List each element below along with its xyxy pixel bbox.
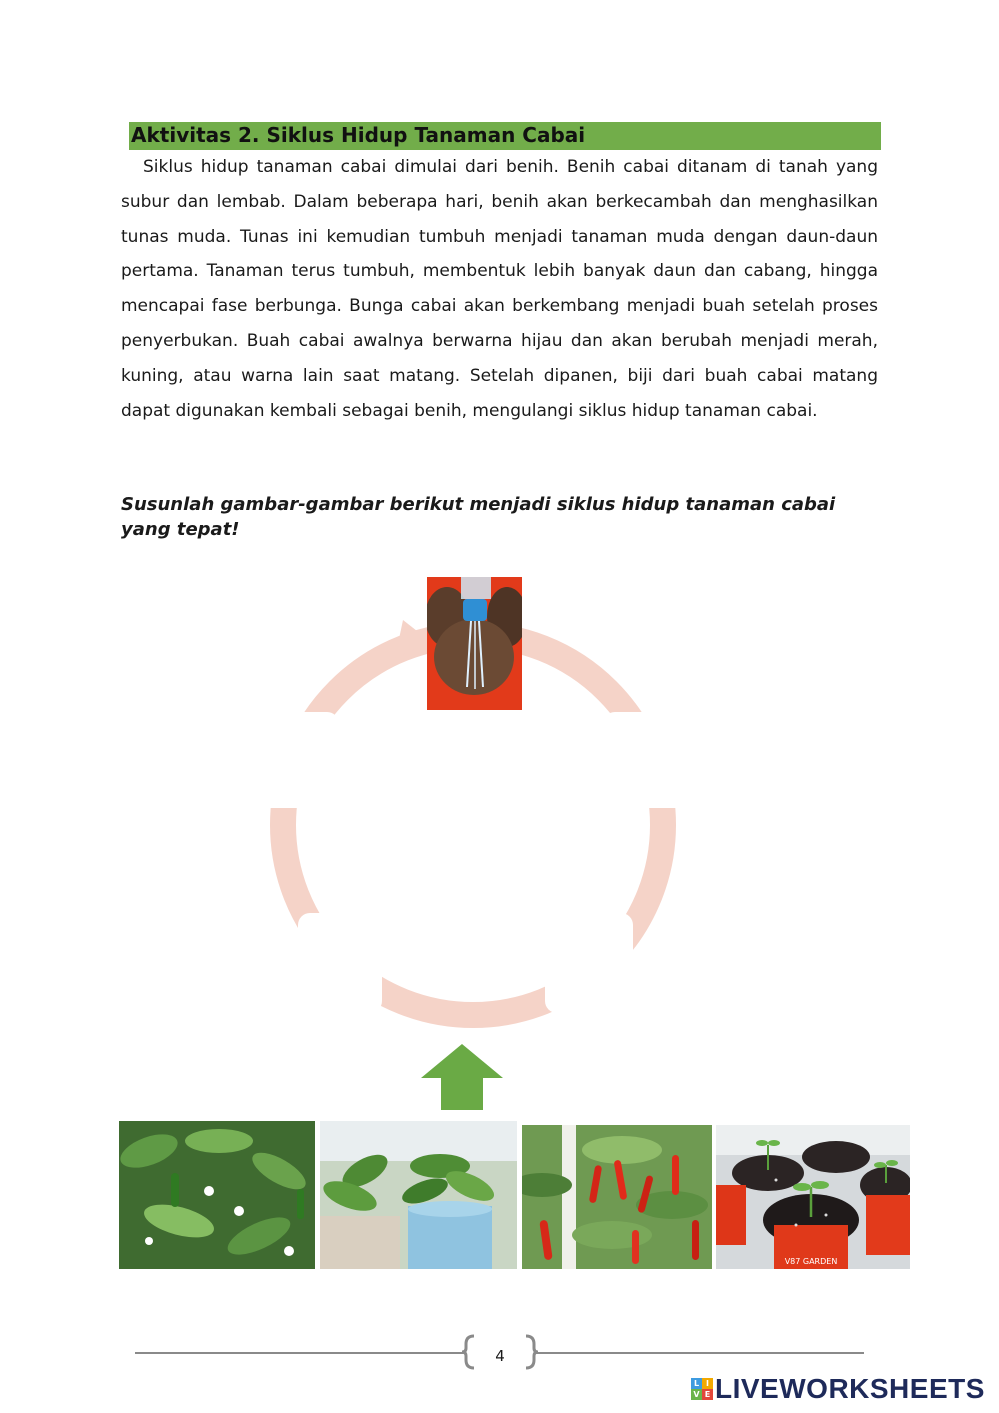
- drop-slot-left[interactable]: [255, 712, 339, 808]
- ripe-red-chili-photo[interactable]: [522, 1125, 712, 1269]
- drop-slot-bottom-right[interactable]: [545, 913, 633, 1013]
- left-bracket-icon: [458, 1334, 480, 1370]
- instruction-text: Susunlah gambar-gambar berikut menjadi siklus hidup tanaman cabai yang tepat!: [121, 494, 836, 540]
- up-arrow-icon: [421, 1044, 503, 1110]
- seedlings-pots-photo[interactable]: [716, 1125, 910, 1269]
- brand-name: LIVEWORKSHEETS: [715, 1373, 985, 1404]
- drop-slot-right[interactable]: [603, 712, 687, 808]
- seedlings-watermark: V87 GARDEN: [784, 1257, 838, 1266]
- liveworksheets-logo[interactable]: [691, 1373, 985, 1405]
- footer-line-right: [534, 1352, 864, 1354]
- liveworksheets-logo-icon: L I V E: [691, 1378, 713, 1400]
- page-number: 4: [495, 1347, 505, 1365]
- intro-paragraph: Siklus hidup tanaman cabai dimulai dari benih. Benih cabai ditanam di tanah yang subur dan lembab. Dalam beberapa hari, benih akan berkecambah dan menghasilkan tunas muda. Tunas ini kemudian tumbuh menjadi tanaman muda dengan daun-daun pertama. Tanaman terus tumbuh, membentuk lebih banyak daun dan cabang, hingga mencapai fase berbunga. Bunga cabai akan berkembang menjadi buah setelah proses penyerbukan. Buah cabai awalnya berwarna hijau dan akan berubah menjadi merah, kuning, atau warna lain saat matang. Setelah dipanen, biji dari buah cabai matang dapat digunakan kembali sebagai benih, mengulangi siklus hidup tanaman cabai.: [121, 157, 878, 421]
- activity-heading: Aktivitas 2. Siklus Hidup Tanaman Cabai: [131, 123, 586, 147]
- right-bracket-icon: [520, 1334, 542, 1370]
- watering-seed-pots-photo[interactable]: [427, 577, 522, 710]
- footer-line-left: [135, 1352, 465, 1354]
- activity-heading-bar: [129, 122, 881, 150]
- flowering-plant-photo[interactable]: [119, 1121, 315, 1269]
- young-plant-buckets-photo[interactable]: [320, 1121, 517, 1269]
- drop-slot-bottom-left[interactable]: [298, 913, 382, 1013]
